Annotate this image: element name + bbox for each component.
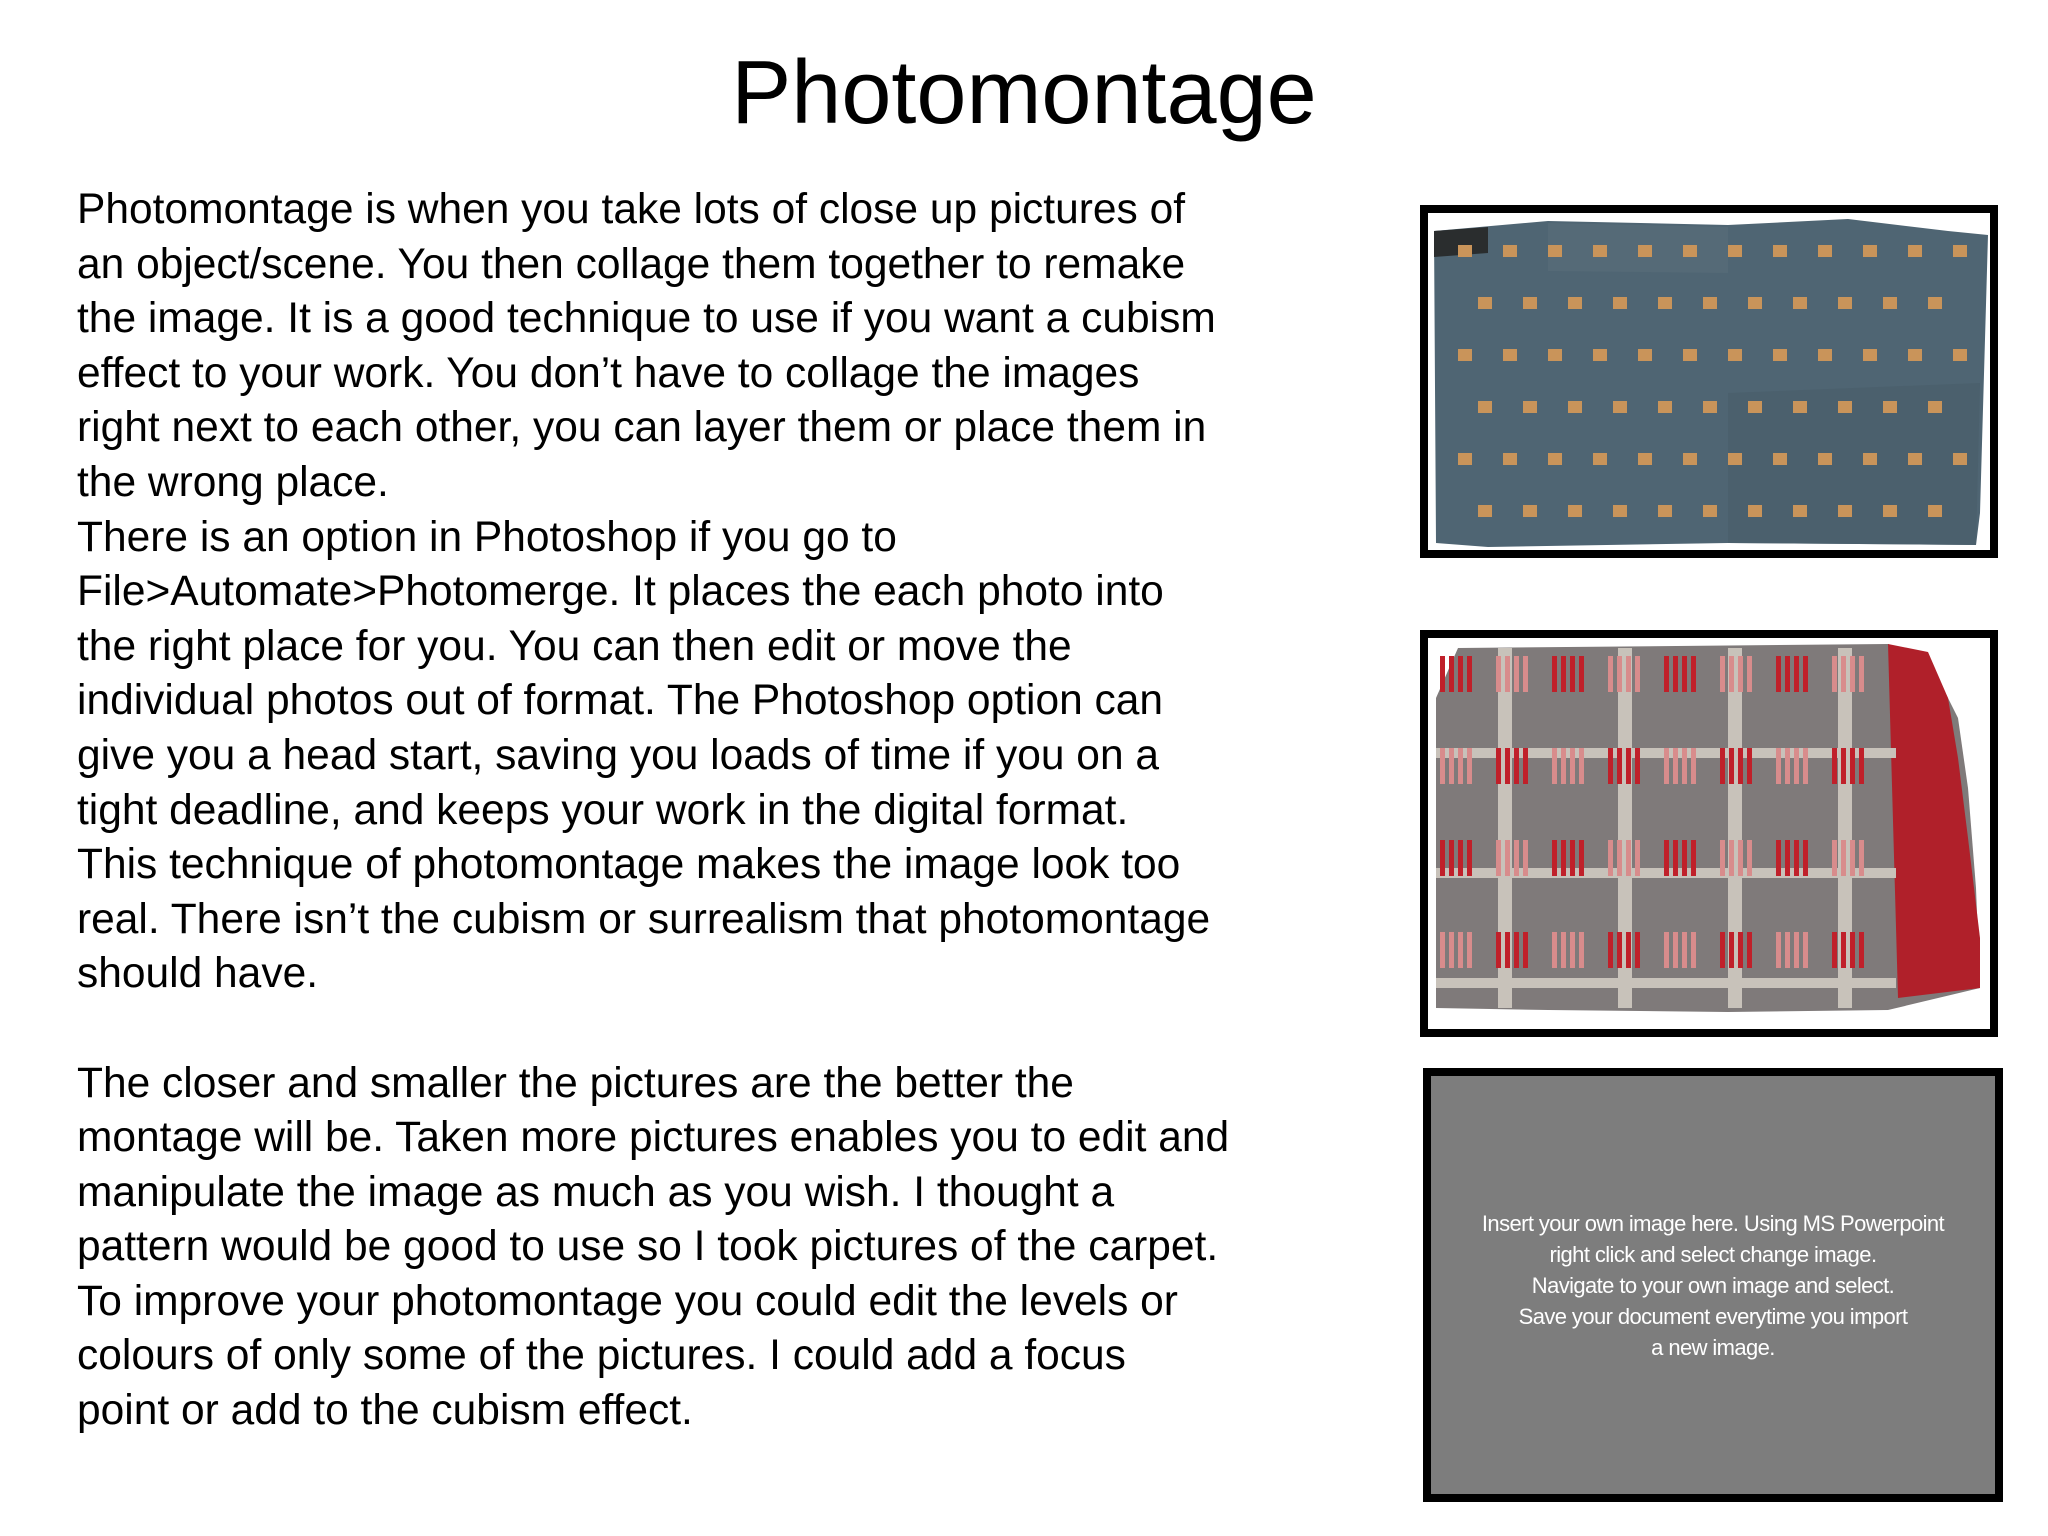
carpet-dot [1478,401,1492,413]
carpet-dot [1593,245,1607,257]
carpet-stripe [1436,978,1896,988]
image-placeholder[interactable] [1423,1068,2003,1502]
carpet-bar [1673,932,1678,968]
carpet-dot [1503,349,1517,361]
text-line: real. There isn’t the cubism or surrealism that photomontage [77,895,1211,943]
carpet-dot [1953,453,1967,465]
carpet-dot [1748,297,1762,309]
carpet-bar [1794,840,1799,876]
carpet-bar [1449,748,1454,784]
blue-carpet-photomontage-image [1420,205,1998,558]
grey-red-carpet-image-drawing [1428,638,1990,1029]
carpet-bar [1458,656,1463,692]
carpet-bar [1561,840,1566,876]
carpet-bar [1449,656,1454,692]
carpet-dot [1568,505,1582,517]
carpet-dot [1613,401,1627,413]
carpet-dot [1548,245,1562,257]
carpet-dot [1863,245,1877,257]
carpet-dot [1793,401,1807,413]
carpet-bar [1691,932,1696,968]
carpet-bar [1841,656,1846,692]
carpet-bar [1570,656,1575,692]
carpet-bar [1635,932,1640,968]
carpet-bar [1458,932,1463,968]
carpet-dot [1458,349,1472,361]
carpet-dot [1593,453,1607,465]
carpet-bar [1841,840,1846,876]
carpet-bar [1785,656,1790,692]
carpet-bar [1803,656,1808,692]
carpet-bar [1664,932,1669,968]
carpet-dot [1683,349,1697,361]
carpet-dot [1883,505,1897,517]
carpet-bar [1859,748,1864,784]
carpet-bar [1720,748,1725,784]
carpet-bar [1579,656,1584,692]
carpet-bar [1635,748,1640,784]
carpet-bar [1794,932,1799,968]
carpet-bar [1673,748,1678,784]
carpet-dot [1703,505,1717,517]
carpet-dot [1883,401,1897,413]
carpet-dot [1928,401,1942,413]
carpet-bar [1449,840,1454,876]
carpet-bar [1608,840,1613,876]
carpet-dot [1568,401,1582,413]
carpet-bar [1747,656,1752,692]
carpet-bar [1496,656,1501,692]
carpet-bar [1496,748,1501,784]
carpet-bar [1523,840,1528,876]
carpet-dot [1458,453,1472,465]
carpet-dot [1863,349,1877,361]
carpet-dot [1818,245,1832,257]
carpet-dot [1928,297,1942,309]
carpet-bar [1832,748,1837,784]
carpet-bar [1691,840,1696,876]
carpet-bar [1673,656,1678,692]
text-line: give you a head start, saving you loads of time if you on a [77,731,1160,779]
carpet-dot [1703,297,1717,309]
carpet-bar [1523,932,1528,968]
carpet-bar [1794,748,1799,784]
placeholder-instructions [1431,1076,1995,1494]
text-line: effect to your work. You don’t have to collage the images [77,349,1140,397]
carpet-bar [1561,932,1566,968]
paragraph-gap [77,1002,1367,1057]
carpet-bar [1803,840,1808,876]
grey-red-carpet-photomontage-image [1420,630,1998,1037]
text-line: The closer and smaller the pictures are the better the [77,1059,1074,1107]
carpet-dot [1928,505,1942,517]
text-line: tight deadline, and keeps your work in the digital format. [77,786,1129,834]
carpet-bar [1729,748,1734,784]
placeholder-line: Insert your own image here. Using MS Powerpoint [1481,1210,1945,1236]
carpet-dot [1658,297,1672,309]
text-line: pattern would be good to use so I took pictures of the carpet. [77,1223,1219,1271]
carpet-dot [1728,453,1742,465]
carpet-bar [1841,748,1846,784]
carpet-bar [1626,656,1631,692]
carpet-dot [1908,245,1922,257]
carpet-bar [1785,840,1790,876]
carpet-bar [1720,840,1725,876]
carpet-bar [1514,656,1519,692]
carpet-bar [1859,932,1864,968]
carpet-bar [1859,840,1864,876]
carpet-bar [1841,932,1846,968]
carpet-bar [1523,656,1528,692]
carpet-dot [1838,505,1852,517]
carpet-dot [1683,245,1697,257]
carpet-bar [1738,932,1743,968]
carpet-bar [1794,656,1799,692]
carpet-bar [1496,932,1501,968]
carpet-bar [1635,656,1640,692]
text-line: the wrong place. [77,458,389,506]
carpet-bar [1579,932,1584,968]
placeholder-line: a new image. [1651,1334,1775,1360]
carpet-dot [1613,297,1627,309]
carpet-bar [1514,932,1519,968]
carpet-bar [1785,748,1790,784]
blue-carpet-image-drawing [1428,213,1990,550]
carpet-bar [1785,932,1790,968]
carpet-bar [1682,656,1687,692]
text-line: This technique of photomontage makes the image look too [77,841,1181,889]
carpet-bar [1505,748,1510,784]
carpet-bar [1552,932,1557,968]
carpet-bar [1608,932,1613,968]
text-line: File>Automate>Photomerge. It places the each photo into [77,568,1164,616]
text-line: To improve your photomontage you could edit the levels or [77,1277,1178,1325]
carpet-bar [1467,840,1472,876]
carpet-dot [1908,453,1922,465]
carpet-dot [1953,245,1967,257]
carpet-dot [1658,401,1672,413]
carpet-bar [1682,932,1687,968]
carpet-bar [1440,656,1445,692]
carpet-bar [1850,656,1855,692]
carpet-bar [1776,932,1781,968]
text-line: the image. It is a good technique to use if you want a cubism [77,295,1216,343]
text-line: montage will be. Taken more pictures enables you to edit and [77,1114,1230,1162]
carpet-dot [1593,349,1607,361]
carpet-bar [1859,656,1864,692]
placeholder-line: right click and select change image. [1549,1241,1877,1267]
text-line: should have. [77,950,319,998]
carpet-dot [1818,349,1832,361]
placeholder-line: Save your document everytime you import [1518,1303,1908,1329]
carpet-dot [1503,245,1517,257]
carpet-dot [1703,401,1717,413]
carpet-bar [1561,748,1566,784]
carpet-bar [1570,932,1575,968]
carpet-bar [1832,656,1837,692]
carpet-bar [1682,840,1687,876]
carpet-bar [1514,748,1519,784]
carpet-bar [1496,840,1501,876]
carpet-bar [1467,748,1472,784]
carpet-dot [1748,401,1762,413]
carpet-bar [1552,840,1557,876]
carpet-bar [1738,840,1743,876]
carpet-bar [1803,748,1808,784]
carpet-bar [1440,748,1445,784]
carpet-bar [1635,840,1640,876]
carpet-bar [1664,748,1669,784]
carpet-dot [1638,245,1652,257]
carpet-bar [1505,840,1510,876]
carpet-bar [1570,840,1575,876]
carpet-dot [1638,349,1652,361]
carpet-dot [1523,401,1537,413]
carpet-bar [1776,748,1781,784]
carpet-dot [1863,453,1877,465]
carpet-dot [1908,349,1922,361]
carpet-bar [1720,932,1725,968]
text-line: right next to each other, you can layer them or place them in [77,404,1207,452]
placeholder-line: Navigate to your own image and select. [1531,1272,1895,1298]
carpet-dot [1953,349,1967,361]
carpet-dot [1478,505,1492,517]
carpet-bar [1458,748,1463,784]
carpet-bar [1776,840,1781,876]
carpet-bar [1720,656,1725,692]
carpet-bar [1747,748,1752,784]
carpet-bar [1729,656,1734,692]
carpet-bar [1505,932,1510,968]
carpet-bar [1832,932,1837,968]
carpet-dot [1838,401,1852,413]
carpet-bar [1608,656,1613,692]
carpet-bar [1850,932,1855,968]
carpet-bar [1747,932,1752,968]
carpet-bar [1691,748,1696,784]
carpet-dot [1773,453,1787,465]
carpet-bar [1579,748,1584,784]
carpet-dot [1793,505,1807,517]
carpet-bar [1449,932,1454,968]
carpet-dot [1793,297,1807,309]
carpet-bar [1514,840,1519,876]
carpet-bar [1850,840,1855,876]
carpet-bar [1579,840,1584,876]
carpet-bar [1561,656,1566,692]
carpet-bar [1505,656,1510,692]
text-line: colours of only some of the pictures. I could add a focus [77,1332,1126,1380]
carpet-dot [1883,297,1897,309]
carpet-bar [1467,656,1472,692]
carpet-bar [1626,840,1631,876]
carpet-bar [1617,748,1622,784]
carpet-dot [1568,297,1582,309]
carpet-bar [1747,840,1752,876]
carpet-bar [1552,656,1557,692]
carpet-bar [1608,748,1613,784]
text-line: the right place for you. You can then edit or move the [77,622,1072,670]
carpet-bar [1617,656,1622,692]
carpet-dot [1728,245,1742,257]
carpet-bar [1552,748,1557,784]
text-line: point or add to the cubism effect. [77,1387,693,1435]
carpet-bar [1570,748,1575,784]
carpet-dot [1658,505,1672,517]
carpet-bar [1664,840,1669,876]
carpet-dot [1773,349,1787,361]
carpet-bar [1467,932,1472,968]
carpet-dot [1458,245,1472,257]
carpet-bar [1738,748,1743,784]
carpet-bar [1626,748,1631,784]
carpet-bar [1682,748,1687,784]
text-line: Photomontage is when you take lots of close up pictures of [77,186,1186,233]
carpet-dot [1838,297,1852,309]
carpet-bar [1803,932,1808,968]
carpet-bar [1626,932,1631,968]
carpet-bar [1664,656,1669,692]
text-line: individual photos out of format. The Photoshop option can [77,677,1164,725]
carpet-bar [1691,656,1696,692]
text-line: manipulate the image as much as you wish. I thought a [77,1168,1115,1216]
carpet-bar [1673,840,1678,876]
carpet-dot [1683,453,1697,465]
text-line: There is an option in Photoshop if you go to [77,513,897,561]
carpet-dot [1548,453,1562,465]
carpet-bar [1440,840,1445,876]
carpet-dot [1818,453,1832,465]
body-text [77,183,1367,1439]
carpet-bar [1523,748,1528,784]
carpet-bar [1617,840,1622,876]
carpet-dot [1728,349,1742,361]
carpet-dot [1638,453,1652,465]
carpet-dot [1523,297,1537,309]
page-title: Photomontage [731,43,1317,143]
carpet-dot [1748,505,1762,517]
carpet-bar [1729,840,1734,876]
carpet-dot [1773,245,1787,257]
carpet-dot [1478,297,1492,309]
carpet-dot [1548,349,1562,361]
carpet-dot [1503,453,1517,465]
carpet-bar [1440,932,1445,968]
text-line: an object/scene. You then collage them together to remake [77,240,1186,288]
carpet-bar [1850,748,1855,784]
carpet-bar [1776,656,1781,692]
carpet-bar [1738,656,1743,692]
carpet-bar [1458,840,1463,876]
carpet-bar [1832,840,1837,876]
carpet-dot [1523,505,1537,517]
carpet-dot [1613,505,1627,517]
carpet-bar [1617,932,1622,968]
carpet-bar [1729,932,1734,968]
